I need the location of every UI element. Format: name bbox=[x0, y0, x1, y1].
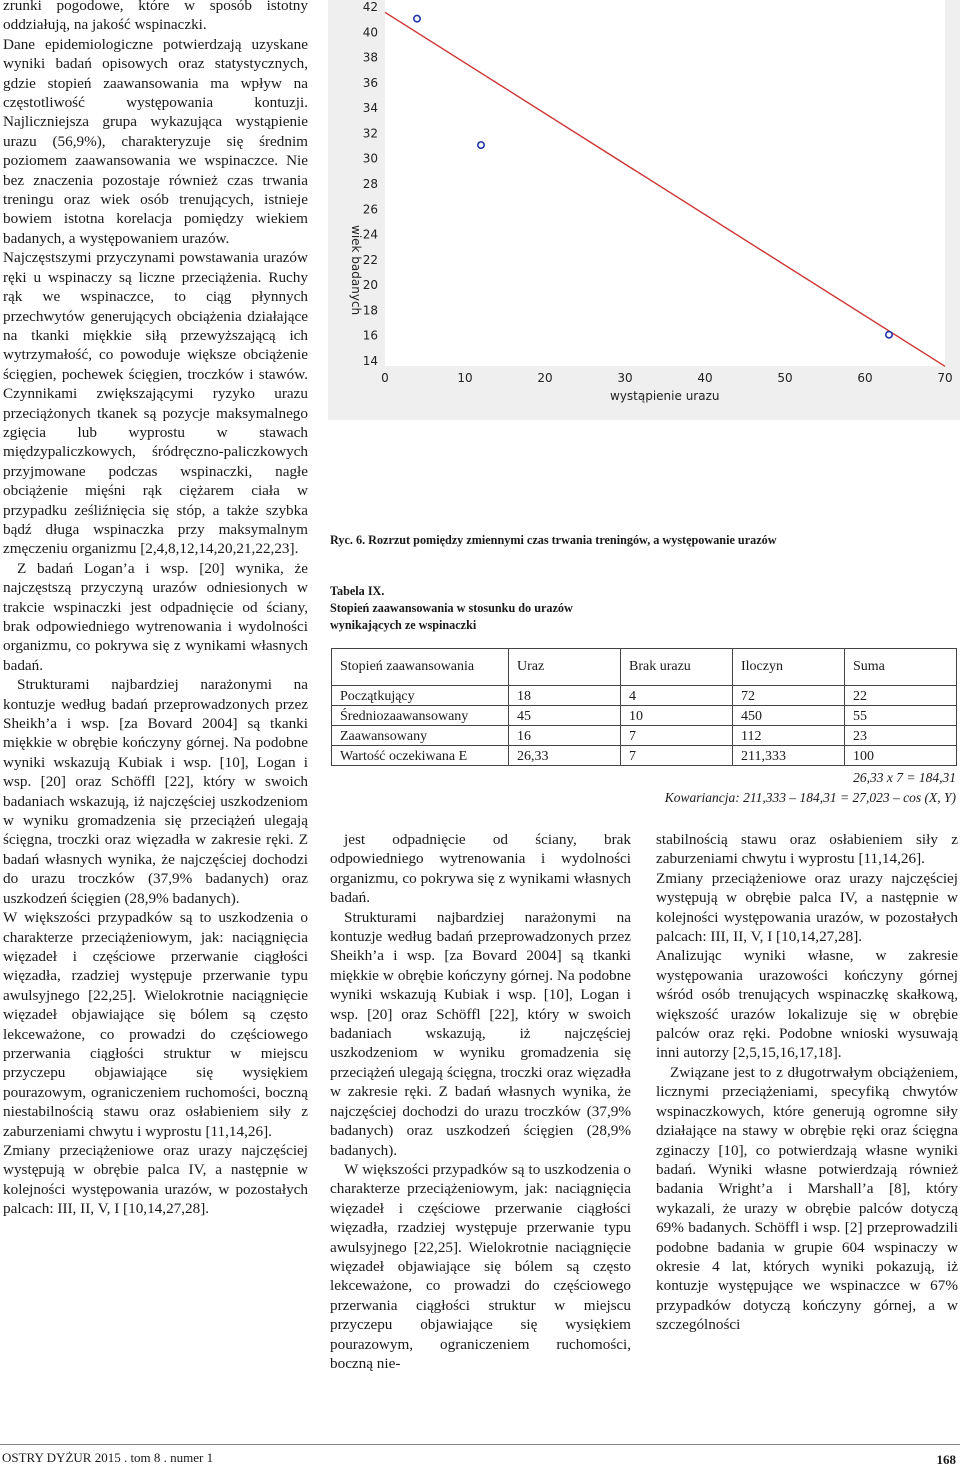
table-header-cell: Suma bbox=[845, 649, 957, 686]
x-tick-label: 60 bbox=[857, 371, 873, 385]
y-tick-label: 22 bbox=[362, 252, 378, 267]
y-tick-label: 38 bbox=[362, 50, 378, 65]
plot-area bbox=[385, 0, 945, 366]
journal-footer: OSTRY DYŻUR 2015 . tom 8 . numer 1 bbox=[2, 1450, 214, 1465]
paragraph: Związane jest to z długotrwałym obciążeniem, licznymi przeciążeniami, specyfiką chwytów wspinaczkowych, które generują ogromne siły działające na stawy w obrębie ręki oraz ścięgna zginaczy [10], co potwierdzają własne wyniki badań. Wyniki własne potwierdzają również badania Wright’a i Marshall’a [8], który wykazali, że urazy w obrębie palców dotyczą 69% badanych. Schöffl i wsp. [2] przeprowadzili podobne badania w grupie 604 wspinaczy w okresie 4 lat, których wyniki pokazują, iż kontuzje występujące we wspinaczce w 67% przypadków dotyczą kończyny górnej, a w szczególności bbox=[656, 1063, 958, 1334]
x-tick-label: 10 bbox=[457, 371, 473, 385]
table-cell: 7 bbox=[621, 746, 733, 766]
y-tick-label: 26 bbox=[362, 202, 378, 217]
calculation-note: 26,33 x 7 = 184,31 bbox=[853, 770, 956, 785]
table-number: Tabela IX. bbox=[330, 584, 385, 598]
middle-text-column bbox=[330, 830, 631, 1373]
table-title: Stopień zaawansowania w stosunku do urazów wynikających ze wspinaczki bbox=[330, 601, 573, 632]
paragraph: Zmiany przeciążeniowe oraz urazy najczęściej występują w obrębie palca IV, a następnie w kolejności występowania urazów, w pozostałych palcach: III, II, V, I [10,14,27,28]. bbox=[3, 1141, 308, 1218]
table-cell: 100 bbox=[845, 746, 957, 766]
y-tick-label: 32 bbox=[362, 126, 378, 141]
y-tick-label: 18 bbox=[362, 303, 378, 318]
paragraph: Najczęstszymi przyczynami powstawania urazów ręki u wspinaczy są liczne przeciążenia. Ruchy rąk we wspinaczce, to ciąg płynnych przechwytów generujących obciążenia działające na tkanki miękkie siłą przewyższającą ich wytrzymałość, co powoduje większe obciążenie ścięgien, pochewek ścięgien, troczków i stawów. Czynnikami zwiększającymi ryzyko urazu przeciążonych tkanek są pozycje maksymalnego zgięcia lub wyprostu w stawach międzypaliczkowych, śródręczno-paliczkowych przyjmowane podczas wspinaczki, nagłe obciążenie mięśni rąk ciężarem ciała w przypadku ześliźnięcia się stóp, a także szybka bądź długa wspinaczka przy maksymalnym zmęczeniu organizmu [2,4,8,12,14,20,21,22,23]. bbox=[3, 249, 308, 558]
y-tick-label: 40 bbox=[362, 25, 378, 40]
table-cell: 211,333 bbox=[733, 746, 845, 766]
paragraph: stabilnością stawu oraz osłabieniem siły z zaburzeniami chwytu i wyprostu [11,14,26]. bbox=[656, 831, 958, 868]
paragraph: Strukturami najbardziej narażonymi na kontuzje według badań przeprowadzonych przez Sheikh’a i wsp. [za Bovard 2004] są tkanki miękkie w obrębie kończyny górnej. Na podobne wyniki wskazują Kubiak i wsp. [10], Logan i wsp. [20] oraz Schöffl [22], który w swoich badaniach wskazują, iż najczęściej uszkodzeniom w wyniku gromadzenia się przeciążeń ulegają ścięgna, troczki oraz więzadła w zakresie ręki. Z badań własnych wynika, że najczęściej dochodzi do urazu troczków (37,9% badanych) oraz uszkodzeń ścięgien (28,9% badanych). bbox=[3, 676, 308, 907]
page-number: 168 bbox=[936, 1452, 956, 1467]
table-row bbox=[332, 746, 957, 766]
table-cell: 450 bbox=[733, 706, 845, 726]
table-cell: 10 bbox=[621, 706, 733, 726]
table-header-row bbox=[332, 649, 957, 686]
table-cell: Wartość oczekiwana E bbox=[332, 746, 509, 766]
scatter-chart bbox=[328, 0, 960, 420]
table-cell: 26,33 bbox=[509, 746, 621, 766]
table-cell: 7 bbox=[621, 726, 733, 746]
right-text-column bbox=[656, 830, 958, 1335]
table-cell: 45 bbox=[509, 706, 621, 726]
table-row bbox=[332, 706, 957, 726]
table-label bbox=[330, 583, 610, 634]
paragraph: Dane epidemiologiczne potwierdzają uzyskane wyniki badań opisowych oraz statystycznych, gdzie stopień zaawansowania ma wpływ na częstotliwość występowania kontuzji. Najliczniejsza grupa wykazująca wystąpienie urazu (56,9%), charakteryzuje się średnim poziomem zaawansowania we wspinaczce. Nie bez znaczenia pozostaje również czas trwania treningu oraz wiek osób trenujących, istnieje bowiem istotna korelacja pomiędzy wiekiem badanych, a występowaniem urazów. bbox=[3, 35, 308, 247]
paragraph: Analizując wyniki własne, w zakresie występowania urazowości kończyny górnej wśród osób trenujących wspinaczkę skałkową, większość urazów lokalizuje się w obrębie palców oraz ręki. Podobne wnioski wysuwają inni autorzy [2,5,15,16,17,18]. bbox=[656, 947, 958, 1062]
y-tick-label: 16 bbox=[362, 328, 378, 343]
y-tick-label: 14 bbox=[362, 354, 378, 368]
results-table bbox=[331, 648, 957, 766]
paragraph: zrunki pogodowe, które w sposób istotny oddziałują, na jakość wspinaczki. bbox=[3, 0, 308, 34]
table-cell: 4 bbox=[621, 686, 733, 706]
table-cell: Średniozaawansowany bbox=[332, 706, 509, 726]
paragraph: W większości przypadków są to uszkodzenia o charakterze przeciążeniowym, jak: naciągnięcia więzadeł i częściowe przerwanie ciągłości więzadła, rzadziej występuje przerwanie typu awulsyjnego [22,25]. Wielokrotnie naciągnięcie więzadeł objawiające się bólem są często lekceważone, co prowadzi do częściowego przerwania ciągłości struktur w miejscu przyczepu objawiające się wysiękiem pourazowym, ograniczeniem ruchomości, boczną nie- bbox=[330, 1160, 631, 1372]
table-cell: 23 bbox=[845, 726, 957, 746]
y-tick-label: 42 bbox=[362, 0, 378, 14]
table-header-cell: Uraz bbox=[509, 649, 621, 686]
paragraph: Zmiany przeciążeniowe oraz urazy najczęściej występują w obrębie palca IV, a następnie w kolejności występowania urazów, w pozostałych palcach: III, II, V, I [10,14,27,28]. bbox=[656, 869, 958, 946]
x-axis-label: wystąpienie urazu bbox=[610, 389, 720, 403]
x-tick-label: 50 bbox=[777, 371, 793, 385]
y-tick-label: 36 bbox=[362, 75, 378, 90]
paragraph: jest odpadnięcie od ściany, brak odpowiedniego wytrenowania i wydolności organizmu, co pokrywa się z wynikami własnych badań. bbox=[330, 831, 631, 907]
y-tick-label: 28 bbox=[362, 177, 378, 191]
table-cell: Początkujący bbox=[332, 686, 509, 706]
table-cell: 55 bbox=[845, 706, 957, 726]
figure-caption: Ryc. 6. Rozrzut pomiędzy zmiennymi czas trwania treningów, a występowanie urazów bbox=[330, 533, 777, 547]
y-tick-label: 24 bbox=[362, 227, 378, 242]
y-tick-label: 34 bbox=[362, 101, 378, 116]
y-tick-label: 30 bbox=[362, 151, 378, 166]
data-point bbox=[886, 332, 892, 338]
table-header-cell: Iloczyn bbox=[733, 649, 845, 686]
table-cell: 22 bbox=[845, 686, 957, 706]
table-row bbox=[332, 686, 957, 706]
covariance-note: Kowariancja: 211,333 – 184,31 = 27,023 – cos (X, Y) bbox=[664, 790, 956, 805]
x-tick-label: 0 bbox=[381, 371, 389, 385]
paragraph: Z badań Logan’a i wsp. [20] wynika, że najczęstszą przyczyną urazów odniesionych w trakcie wspinaczki jest odpadnięcie od ściany, brak odpowiedniego wytrenowania i wydolności organizmu, co pokrywa się z wynikami własnych badań. bbox=[3, 559, 308, 674]
data-point bbox=[478, 142, 484, 148]
table-cell: 72 bbox=[733, 686, 845, 706]
x-tick-label: 70 bbox=[937, 371, 953, 385]
x-tick-label: 20 bbox=[537, 371, 553, 385]
table-cell: 16 bbox=[509, 726, 621, 746]
y-axis-label: wiek badanych bbox=[349, 225, 363, 316]
table-header-cell: Brak urazu bbox=[621, 649, 733, 686]
table-cell: 18 bbox=[509, 686, 621, 706]
x-tick-label: 30 bbox=[617, 371, 633, 385]
data-point bbox=[414, 15, 420, 21]
table-cell: 112 bbox=[733, 726, 845, 746]
paragraph: Strukturami najbardziej narażonymi na kontuzje według badań przeprowadzonych przez Sheikh’a i wsp. [za Bovard 2004] są tkanki miękkie w obrębie kończyny górnej. Na podobne wyniki wskazują Kubiak i wsp. [10], Logan i wsp. [20] oraz Schöffl [22], który w swoich badaniach wskazują, iż najczęściej uszkodzeniom w wyniku gromadzenia się przeciążeń ulegają ścięgna, troczki oraz więzadła w zakresie ręki. Z badań własnych wynika, że najczęściej dochodzi do urazu troczków (37,9% badanych) oraz uszkodzeń ścięgien (28,9% badanych). bbox=[330, 908, 631, 1159]
table-row bbox=[332, 726, 957, 746]
left-text-column bbox=[3, 0, 308, 1219]
footer-divider bbox=[0, 1444, 960, 1445]
y-axis-ticks bbox=[363, 0, 378, 368]
paragraph: W większości przypadków są to uszkodzenia o charakterze przeciążeniowym, jak: naciągnięcia więzadeł i częściowe przerwanie ciągłości więzadła, rzadziej występuje przerwanie typu awulsyjnego [22,25]. Wielokrotnie naciągnięcie więzadeł objawiające się bólem są często lekceważone, co prowadzi do częściowego przerwania ciągłości struktur w miejscu przyczepu objawiające się wysiękiem pourazowym, ograniczeniem ruchomości, boczną niestabilnością stawu oraz osłabieniem siły z zaburzeniami chwytu i wyprostu [11,14,26]. bbox=[3, 909, 308, 1140]
table-cell: Zaawansowany bbox=[332, 726, 509, 746]
x-tick-label: 40 bbox=[697, 371, 713, 385]
table-header-cell: Stopień zaawansowania bbox=[332, 649, 509, 686]
y-tick-label: 20 bbox=[362, 278, 378, 293]
